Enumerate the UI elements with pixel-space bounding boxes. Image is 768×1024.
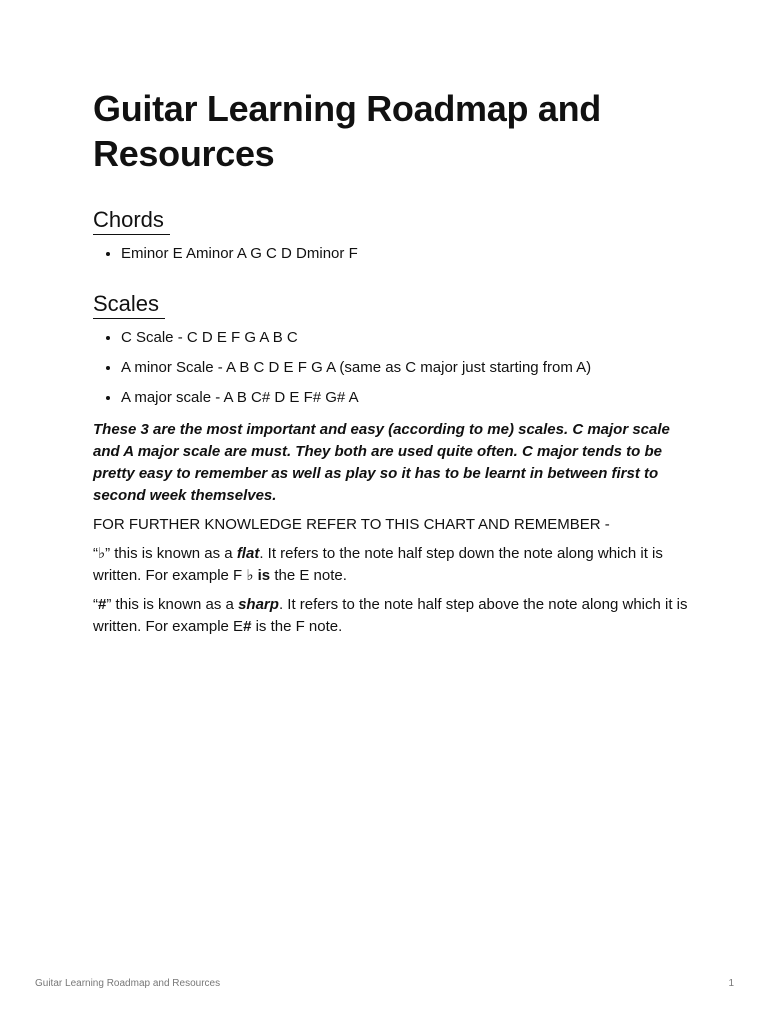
- flat-example-symbol: ♭: [246, 567, 254, 584]
- sharp-text-2: . It refers to the note half step above the note along which it is written. For example E: [93, 596, 688, 635]
- scales-note: These 3 are the most important and easy (according to me) scales. C major scale and A major scale are must. They both are used quite often. C major tends to be pretty easy to remember as well as play so it has to be learnt in between first to second week themselves.: [93, 421, 670, 504]
- scales-list: [93, 327, 693, 409]
- sharp-text-3: is the F note.: [251, 618, 343, 635]
- flat-text-3: the E note.: [270, 567, 347, 584]
- flat-text-1: this is known as a: [110, 545, 237, 562]
- sharp-explanation: [93, 594, 693, 638]
- open-quote: “: [93, 545, 98, 562]
- list-item: • Eminor E Aminor A G C D Dminor F: [121, 243, 693, 265]
- sharp-text-1: this is known as a: [111, 596, 239, 613]
- sharp-symbol: #: [98, 596, 107, 613]
- document-body: [93, 86, 693, 638]
- flat-text-2: . It refers to the note half step down the note along which it is written. For example F: [93, 545, 663, 584]
- list-item: • A major scale - A B C# D E F# G# A: [121, 387, 693, 409]
- flat-example-is: is: [257, 567, 271, 584]
- chords-section: [93, 206, 693, 265]
- close-quote: ”: [105, 545, 111, 562]
- scales-heading: Scales: [93, 290, 165, 319]
- page-number: 1: [728, 978, 734, 989]
- flat-symbol: ♭: [98, 545, 106, 562]
- footer-title: Guitar Learning Roadmap and Resources: [35, 978, 221, 989]
- sharp-example-symbol: #: [243, 618, 252, 635]
- list-item: • C Scale - C D E F G A B C: [121, 327, 693, 349]
- scales-section: [93, 290, 693, 409]
- chords-list: [93, 243, 693, 265]
- open-quote: “: [93, 596, 98, 613]
- sharp-term: sharp: [238, 596, 279, 613]
- close-quote: ”: [106, 596, 112, 613]
- chords-heading: Chords: [93, 206, 170, 235]
- page-title: Guitar Learning Roadmap and Resources: [93, 88, 601, 174]
- list-item: • A minor Scale - A B C D E F G A (same as C major just starting from A): [121, 357, 693, 379]
- further-knowledge-text: FOR FURTHER KNOWLEDGE REFER TO THIS CHART AND REMEMBER -: [93, 516, 610, 533]
- flat-term: flat: [236, 545, 260, 562]
- flat-explanation: [93, 543, 693, 587]
